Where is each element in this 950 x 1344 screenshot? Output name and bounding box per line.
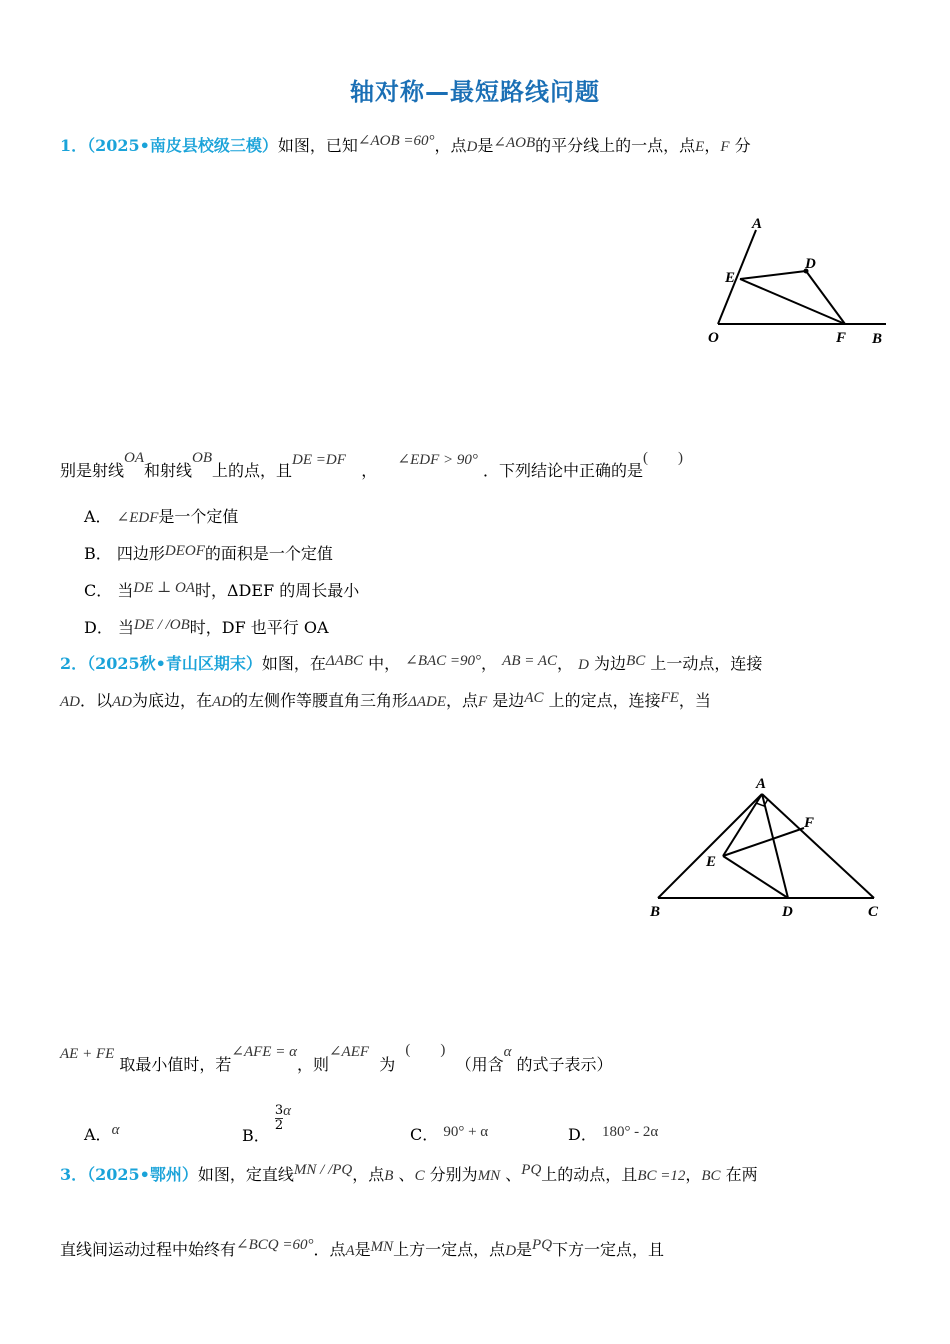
q2-text: 的式子表示） bbox=[516, 1055, 613, 1074]
q2-math: AD bbox=[212, 694, 233, 710]
q1-line-2 bbox=[60, 450, 684, 481]
q2-math: ΔADE bbox=[408, 694, 447, 710]
q1-option-d bbox=[84, 615, 329, 638]
q2-option-b bbox=[242, 1103, 292, 1151]
segment-ed bbox=[740, 271, 806, 279]
segment-ad bbox=[762, 794, 788, 898]
q3-line-1 bbox=[60, 1162, 758, 1185]
q1-text: 分 bbox=[734, 136, 751, 155]
q3-text: ，点 bbox=[352, 1165, 385, 1184]
q2-option-a bbox=[84, 1122, 119, 1145]
q1-text: ， bbox=[361, 461, 378, 480]
option-letter: B． bbox=[242, 1126, 270, 1145]
q3-text: 如图，定直线 bbox=[197, 1165, 294, 1184]
fraction-denominator: 2 bbox=[274, 1118, 284, 1133]
q3-text: ， bbox=[685, 1165, 702, 1184]
q1-option-c bbox=[84, 578, 359, 601]
q2-text: 为边 bbox=[594, 654, 627, 673]
q3-text: 上的动点，且 bbox=[541, 1165, 638, 1184]
label-o: O bbox=[708, 330, 719, 346]
q3-math: A bbox=[345, 1243, 355, 1259]
option-letter: A． bbox=[84, 507, 112, 526]
q3-source: （2025•鄂州） bbox=[87, 1165, 198, 1184]
option-text: 的面积是一个定值 bbox=[204, 544, 333, 563]
q1-math: OB bbox=[192, 450, 213, 466]
q3-math: C bbox=[414, 1168, 425, 1184]
q2-text: 取最小值时，若 bbox=[119, 1055, 232, 1074]
q2-line-1 bbox=[60, 651, 762, 674]
q3-math: BC bbox=[701, 1168, 721, 1184]
q2-math: ∠AFE = α bbox=[231, 1044, 297, 1060]
q1-math: ∠EDF > 90° bbox=[397, 452, 478, 468]
segment-ab bbox=[658, 794, 762, 898]
q2-text: 的左侧作等腰直角三角形 bbox=[232, 691, 409, 710]
option-letter: A． bbox=[84, 1125, 112, 1144]
q3-math: MN / /PQ bbox=[293, 1162, 353, 1178]
q3-line-2 bbox=[60, 1237, 664, 1260]
q2-text: ， bbox=[557, 654, 574, 673]
option-math: α bbox=[283, 1103, 292, 1119]
q1-answer-blank: ( ) bbox=[643, 450, 684, 466]
q2-math: AE + FE bbox=[60, 1046, 115, 1062]
q2-number: 2． bbox=[60, 654, 88, 673]
q2-text: 为 bbox=[379, 1055, 396, 1074]
label-a: A bbox=[756, 776, 767, 792]
label-a: A bbox=[752, 216, 763, 232]
q3-math: D bbox=[505, 1243, 517, 1259]
q2-math: AB = AC bbox=[502, 653, 557, 669]
option-math: 180° - 2α bbox=[601, 1124, 659, 1140]
q3-text: 上方一定点，点 bbox=[393, 1240, 506, 1259]
q2-math: F bbox=[478, 694, 488, 710]
q1-text: ， bbox=[704, 136, 721, 155]
q1-text: ，点 bbox=[434, 136, 467, 155]
q3-text: ．点 bbox=[313, 1240, 346, 1259]
q1-text: 上的点，且 bbox=[212, 461, 293, 480]
option-text: 时，ΔDEF 的周长最小 bbox=[194, 581, 360, 600]
q2-text: ，当 bbox=[678, 691, 711, 710]
q1-math: E bbox=[695, 139, 705, 155]
label-e: E bbox=[706, 854, 717, 870]
q1-math: F bbox=[720, 139, 730, 155]
q2-text: ．以 bbox=[80, 691, 113, 710]
q3-math: BC =12 bbox=[637, 1168, 686, 1184]
q2-text: ， bbox=[481, 654, 498, 673]
option-math: α bbox=[111, 1122, 120, 1138]
option-text: 当 bbox=[117, 581, 134, 600]
q2-math: ∠BAC =90° bbox=[405, 653, 482, 669]
q3-text: 是 bbox=[516, 1240, 533, 1259]
q3-math: ∠BCQ =60° bbox=[236, 1237, 314, 1253]
q2-text: ，则 bbox=[296, 1055, 329, 1074]
q3-math: B bbox=[384, 1168, 394, 1184]
label-b: B bbox=[872, 331, 883, 347]
q1-text: 的平分线上的一点，点 bbox=[535, 136, 696, 155]
q2-text: 为底边，在 bbox=[132, 691, 213, 710]
option-math: ∠EDF bbox=[116, 510, 159, 526]
q1-text: 别是射线 bbox=[60, 461, 125, 480]
q1-math: ∠AOB =60° bbox=[357, 133, 435, 149]
q1-text: 如图，已知 bbox=[277, 136, 358, 155]
q3-text: 直线间运动过程中始终有 bbox=[60, 1240, 237, 1259]
segment-ac bbox=[762, 794, 874, 898]
option-text: 是一个定值 bbox=[158, 507, 239, 526]
q2-math: AC bbox=[524, 690, 544, 706]
q2-math: AD bbox=[112, 694, 133, 710]
option-letter: B． bbox=[84, 544, 112, 563]
q2-text: 上一动点，连接 bbox=[650, 654, 763, 673]
q1-line-1 bbox=[60, 133, 751, 156]
label-c: C bbox=[868, 904, 879, 920]
label-b: B bbox=[650, 904, 661, 920]
q1-option-b bbox=[84, 541, 333, 564]
segment-ef bbox=[723, 828, 804, 856]
q2-math: D bbox=[578, 657, 589, 673]
option-text: 四边形 bbox=[116, 544, 165, 563]
q3-text: 分别为 bbox=[429, 1165, 478, 1184]
q3-math: PQ bbox=[521, 1162, 542, 1178]
q3-number: 3． bbox=[60, 1165, 88, 1184]
q1-math: OA bbox=[124, 450, 145, 466]
q2-line-3 bbox=[60, 1042, 613, 1075]
label-d: D bbox=[805, 256, 816, 272]
q2-math: AD bbox=[60, 694, 80, 710]
q3-math: PQ bbox=[532, 1237, 553, 1253]
option-text: 当 bbox=[117, 618, 134, 637]
q1-option-a bbox=[84, 504, 238, 527]
option-letter: C． bbox=[84, 581, 113, 600]
label-f: F bbox=[804, 815, 815, 831]
q2-math: ∠AEF bbox=[328, 1044, 370, 1060]
q2-option-d bbox=[568, 1122, 658, 1145]
label-f: F bbox=[836, 330, 847, 346]
q1-math: ∠AOB bbox=[493, 135, 536, 151]
q3-text: 、 bbox=[398, 1165, 415, 1184]
option-text: 时，DF 也平行 OA bbox=[189, 618, 329, 637]
label-e: E bbox=[725, 270, 736, 286]
fraction-numerator: 3 bbox=[274, 1103, 284, 1118]
q2-source: （2025秋•青山区期末） bbox=[87, 654, 262, 673]
q3-text: 是 bbox=[354, 1240, 371, 1259]
q1-text: ．下列结论中正确的是 bbox=[483, 461, 644, 480]
q1-source: （2025•南皮县校级三模） bbox=[87, 136, 278, 155]
q1-math: D bbox=[466, 139, 478, 155]
q1-math: DE =DF bbox=[292, 452, 346, 468]
label-d: D bbox=[782, 904, 793, 920]
option-letter: D． bbox=[568, 1125, 597, 1144]
q2-option-c bbox=[410, 1122, 488, 1145]
q2-line-2 bbox=[60, 688, 711, 711]
q3-text: 、 bbox=[505, 1165, 522, 1184]
option-math: DE ⊥ OA bbox=[133, 580, 195, 596]
q2-math: FE bbox=[660, 690, 679, 706]
option-math: DE / /OB bbox=[133, 617, 190, 633]
option-math: 90° + α bbox=[443, 1124, 489, 1140]
q2-figure bbox=[640, 770, 890, 920]
q2-math: ΔABC bbox=[325, 653, 364, 669]
q2-answer-blank: ( ) bbox=[405, 1042, 446, 1058]
q1-text: 是 bbox=[477, 136, 494, 155]
q2-text: 中， bbox=[368, 654, 401, 673]
q2-text: 如图，在 bbox=[261, 654, 326, 673]
q3-math: MN bbox=[370, 1239, 394, 1255]
option-math: DEOF bbox=[164, 543, 205, 559]
q1-number: 1． bbox=[60, 136, 88, 155]
q2-text: 上的定点，连接 bbox=[548, 691, 661, 710]
option-letter: D． bbox=[84, 618, 113, 637]
q1-figure bbox=[700, 210, 900, 350]
option-letter: C． bbox=[410, 1125, 439, 1144]
q2-text: ，点 bbox=[446, 691, 479, 710]
fraction bbox=[275, 1104, 283, 1133]
q2-math: BC bbox=[626, 653, 646, 669]
q3-text: 下方一定点，且 bbox=[552, 1240, 665, 1259]
q2-math: α bbox=[503, 1044, 512, 1060]
q3-text: 在两 bbox=[725, 1165, 758, 1184]
q2-text: （用含 bbox=[455, 1055, 504, 1074]
page-title: 轴对称—最短路线问题 bbox=[350, 78, 600, 106]
q1-text: 和射线 bbox=[144, 461, 193, 480]
q2-text: 是边 bbox=[492, 691, 525, 710]
q3-math: MN bbox=[477, 1168, 501, 1184]
